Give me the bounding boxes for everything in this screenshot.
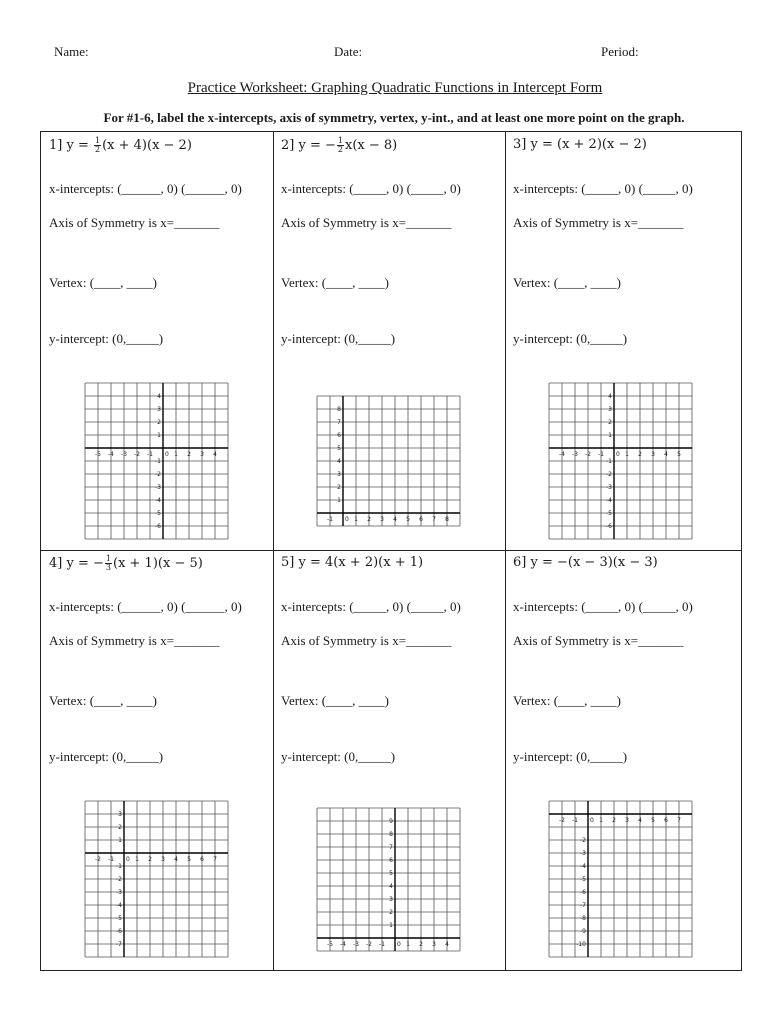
y-tick-label: 2 <box>118 824 122 831</box>
y-tick-label: -5 <box>606 510 612 517</box>
axis-of-symmetry-prompt: Axis of Symmetry is x=_______ <box>49 215 220 230</box>
y-tick-label: -5 <box>580 876 586 883</box>
x-tick-label: -2 <box>134 451 140 458</box>
y-tick-label: -4 <box>116 902 122 909</box>
equation-prefix: y = <box>66 138 93 153</box>
y-tick-label: -4 <box>155 497 161 504</box>
y-tick-label: -1 <box>116 863 122 870</box>
axis-of-symmetry-prompt: Axis of Symmetry is x=_______ <box>513 633 684 648</box>
instructions: For #1-6, label the x-intercepts, axis of symmetry, vertex, y-int., and at least one more point on the graph. <box>103 110 685 125</box>
x-tick-label: 7 <box>432 516 436 523</box>
equation-factors: 4(x + 2)(x + 1) <box>325 555 424 570</box>
x-tick-label: 0 <box>397 941 401 948</box>
problem-number: 4] <box>49 556 67 571</box>
x-tick-label: 7 <box>677 817 681 824</box>
coefficient-fraction <box>337 137 344 154</box>
vertex-prompt: Vertex: (____, ____) <box>281 275 389 290</box>
equation-sign: − <box>325 138 336 153</box>
fraction-numerator: 1 <box>105 554 111 563</box>
x-tick-label: 1 <box>135 856 139 863</box>
y-intercept-prompt: y-intercept: (0,_____) <box>49 749 164 764</box>
y-tick-label: 6 <box>389 857 393 864</box>
y-tick-label: -5 <box>116 915 122 922</box>
x-tick-label: 1 <box>354 516 358 523</box>
coordinate-grid[interactable] <box>317 396 460 526</box>
y-tick-label: -6 <box>606 523 612 530</box>
x-tick-label: -4 <box>108 451 114 458</box>
y-tick-label: 3 <box>389 896 393 903</box>
coordinate-grid[interactable] <box>85 801 228 957</box>
y-tick-label: 1 <box>608 432 612 439</box>
x-tick-label: 2 <box>638 451 642 458</box>
x-tick-label: 6 <box>419 516 423 523</box>
x-tick-label: -3 <box>353 941 359 948</box>
coordinate-grid[interactable] <box>317 808 460 951</box>
x-intercepts-prompt: x-intercepts: (_____, 0) (_____, 0) <box>513 599 693 614</box>
y-tick-label: -7 <box>580 902 586 909</box>
y-tick-label: -2 <box>606 471 612 478</box>
y-tick-label: -8 <box>580 915 586 922</box>
y-tick-label: 4 <box>389 883 393 890</box>
y-tick-label: -6 <box>155 523 161 530</box>
equation-prefix: y = <box>298 555 325 570</box>
x-tick-label: -2 <box>95 856 101 863</box>
vertex-prompt: Vertex: (____, ____) <box>49 275 157 290</box>
axis-of-symmetry-prompt: Axis of Symmetry is x=_______ <box>513 215 684 230</box>
x-tick-label: 2 <box>367 516 371 523</box>
equation <box>49 137 192 154</box>
fraction-numerator: 1 <box>95 136 101 145</box>
y-tick-label: 4 <box>337 458 341 465</box>
x-tick-label: -3 <box>572 451 578 458</box>
problem-3 <box>504 131 736 549</box>
x-tick-label: 2 <box>187 451 191 458</box>
x-tick-label: -5 <box>95 451 101 458</box>
y-tick-label: 1 <box>337 497 341 504</box>
vertex-prompt: Vertex: (____, ____) <box>49 693 157 708</box>
y-tick-label: -10 <box>576 941 586 948</box>
x-intercepts-prompt: x-intercepts: (______, 0) (______, 0) <box>49 181 242 196</box>
y-tick-label: 9 <box>389 818 393 825</box>
y-tick-label: -4 <box>580 863 586 870</box>
x-tick-label: 1 <box>599 817 603 824</box>
header <box>0 44 768 64</box>
problem-6 <box>504 549 736 967</box>
x-tick-label: 2 <box>148 856 152 863</box>
y-tick-label: -2 <box>580 837 586 844</box>
equation <box>281 137 397 154</box>
x-tick-label: 3 <box>625 817 629 824</box>
x-tick-label: 5 <box>406 516 410 523</box>
x-tick-label: -1 <box>598 451 604 458</box>
x-tick-label: 4 <box>174 856 178 863</box>
problem-number: 6] <box>513 555 531 570</box>
y-tick-label: 2 <box>389 909 393 916</box>
x-intercepts-prompt: x-intercepts: (_____, 0) (_____, 0) <box>281 181 461 196</box>
vertex-prompt: Vertex: (____, ____) <box>281 693 389 708</box>
y-tick-label: 1 <box>157 432 161 439</box>
equation-factors: (x + 4)(x − 2) <box>102 138 192 153</box>
x-tick-label: 3 <box>380 516 384 523</box>
x-tick-label: -3 <box>121 451 127 458</box>
x-tick-label: 0 <box>345 516 349 523</box>
y-tick-label: -3 <box>580 850 586 857</box>
x-tick-label: 6 <box>200 856 204 863</box>
x-tick-label: 3 <box>432 941 436 948</box>
x-tick-label: 3 <box>161 856 165 863</box>
y-tick-label: -6 <box>116 928 122 935</box>
equation <box>281 555 423 570</box>
equation-prefix: y = <box>530 555 557 570</box>
x-tick-label: -2 <box>559 817 565 824</box>
x-tick-label: -1 <box>327 516 333 523</box>
axis-of-symmetry-prompt: Axis of Symmetry is x=_______ <box>281 215 452 230</box>
x-tick-label: 1 <box>406 941 410 948</box>
y-intercept-prompt: y-intercept: (0,_____) <box>513 749 628 764</box>
y-tick-label: -3 <box>606 484 612 491</box>
y-tick-label: -1 <box>155 458 161 465</box>
y-tick-label: -1 <box>606 458 612 465</box>
equation <box>513 137 647 152</box>
y-intercept-prompt: y-intercept: (0,_____) <box>49 331 164 346</box>
coordinate-grid[interactable] <box>85 383 228 539</box>
x-intercepts-prompt: x-intercepts: (_____, 0) (_____, 0) <box>281 599 461 614</box>
x-tick-label: 0 <box>126 856 130 863</box>
x-intercepts-prompt: x-intercepts: (_____, 0) (_____, 0) <box>513 181 693 196</box>
y-tick-label: 2 <box>608 419 612 426</box>
fraction-denominator: 2 <box>95 145 101 154</box>
y-tick-label: -7 <box>116 941 122 948</box>
axis-of-symmetry-prompt: Axis of Symmetry is x=_______ <box>281 633 452 648</box>
equation-prefix: y = <box>66 556 93 571</box>
x-tick-label: -1 <box>108 856 114 863</box>
x-tick-label: 1 <box>625 451 629 458</box>
x-tick-label: -5 <box>327 941 333 948</box>
x-tick-label: 1 <box>174 451 178 458</box>
y-tick-label: 3 <box>118 811 122 818</box>
fraction-numerator: 1 <box>337 136 343 145</box>
y-intercept-prompt: y-intercept: (0,_____) <box>281 749 396 764</box>
y-tick-label: 4 <box>157 393 161 400</box>
y-tick-label: -3 <box>155 484 161 491</box>
vertex-prompt: Vertex: (____, ____) <box>513 275 621 290</box>
problem-5 <box>272 549 504 967</box>
x-tick-label: 5 <box>677 451 681 458</box>
x-tick-label: 4 <box>445 941 449 948</box>
y-tick-label: -2 <box>155 471 161 478</box>
y-tick-label: 1 <box>389 922 393 929</box>
date-label: Date: <box>334 44 363 59</box>
y-tick-label: -4 <box>606 497 612 504</box>
y-tick-label: 5 <box>337 445 341 452</box>
problem-1 <box>40 131 272 549</box>
equation-factors: −(x − 3)(x − 3) <box>557 555 658 570</box>
y-tick-label: -9 <box>580 928 586 935</box>
x-tick-label: 3 <box>651 451 655 458</box>
x-tick-label: 4 <box>393 516 397 523</box>
y-tick-label: 4 <box>608 393 612 400</box>
y-tick-label: 3 <box>608 406 612 413</box>
equation-prefix: y = <box>530 137 557 152</box>
problem-number: 2] <box>281 138 299 153</box>
fraction-denominator: 3 <box>105 563 111 572</box>
problem-number: 1] <box>49 138 67 153</box>
equation <box>513 555 658 570</box>
y-tick-label: -6 <box>580 889 586 896</box>
equation-factors: (x + 2)(x − 2) <box>557 137 647 152</box>
y-tick-label: -5 <box>155 510 161 517</box>
fraction-denominator: 2 <box>337 145 343 154</box>
equation-factors: x(x − 8) <box>345 138 398 153</box>
x-tick-label: 5 <box>187 856 191 863</box>
x-tick-label: 2 <box>419 941 423 948</box>
x-tick-label: -1 <box>379 941 385 948</box>
x-tick-label: -2 <box>366 941 372 948</box>
worksheet-title: Practice Worksheet: Graphing Quadratic Functions in Intercept Form <box>187 80 603 96</box>
y-tick-label: 1 <box>118 837 122 844</box>
y-tick-label: 6 <box>337 432 341 439</box>
y-tick-label: 8 <box>389 831 393 838</box>
axis-of-symmetry-prompt: Axis of Symmetry is x=_______ <box>49 633 220 648</box>
x-tick-label: 5 <box>651 817 655 824</box>
problem-number: 3] <box>513 137 531 152</box>
x-tick-label: 4 <box>664 451 668 458</box>
x-tick-label: 2 <box>612 817 616 824</box>
x-tick-label: -4 <box>340 941 346 948</box>
coordinate-grid[interactable] <box>549 801 692 957</box>
x-tick-label: -1 <box>147 451 153 458</box>
vertex-prompt: Vertex: (____, ____) <box>513 693 621 708</box>
equation <box>49 555 203 572</box>
y-tick-label: 2 <box>157 419 161 426</box>
x-tick-label: 0 <box>590 817 594 824</box>
y-tick-label: -2 <box>116 876 122 883</box>
problem-number: 5] <box>281 555 299 570</box>
y-tick-label: 5 <box>389 870 393 877</box>
y-tick-label: 3 <box>157 406 161 413</box>
name-label: Name: <box>54 44 89 59</box>
coordinate-grid[interactable] <box>549 383 692 539</box>
x-tick-label: -4 <box>559 451 565 458</box>
x-tick-label: -2 <box>585 451 591 458</box>
x-tick-label: 7 <box>213 856 217 863</box>
x-tick-label: -1 <box>572 817 578 824</box>
y-tick-label: 2 <box>337 484 341 491</box>
y-tick-label: 7 <box>389 844 393 851</box>
x-tick-label: 8 <box>445 516 449 523</box>
y-tick-label: 7 <box>337 419 341 426</box>
x-tick-label: 6 <box>664 817 668 824</box>
x-tick-label: 4 <box>638 817 642 824</box>
problem-2 <box>272 131 504 549</box>
x-tick-label: 3 <box>200 451 204 458</box>
period-label: Period: <box>601 44 639 59</box>
equation-sign: − <box>93 556 104 571</box>
problem-4 <box>40 549 272 967</box>
coefficient-fraction <box>94 137 101 154</box>
x-tick-label: 0 <box>165 451 169 458</box>
y-tick-label: 3 <box>337 471 341 478</box>
y-intercept-prompt: y-intercept: (0,_____) <box>513 331 628 346</box>
equation-prefix: y = <box>298 138 325 153</box>
x-tick-label: 4 <box>213 451 217 458</box>
y-intercept-prompt: y-intercept: (0,_____) <box>281 331 396 346</box>
equation-factors: (x + 1)(x − 5) <box>113 556 203 571</box>
y-tick-label: 8 <box>337 406 341 413</box>
y-tick-label: -3 <box>116 889 122 896</box>
x-intercepts-prompt: x-intercepts: (______, 0) (______, 0) <box>49 599 242 614</box>
x-tick-label: 0 <box>616 451 620 458</box>
coefficient-fraction <box>105 555 112 572</box>
